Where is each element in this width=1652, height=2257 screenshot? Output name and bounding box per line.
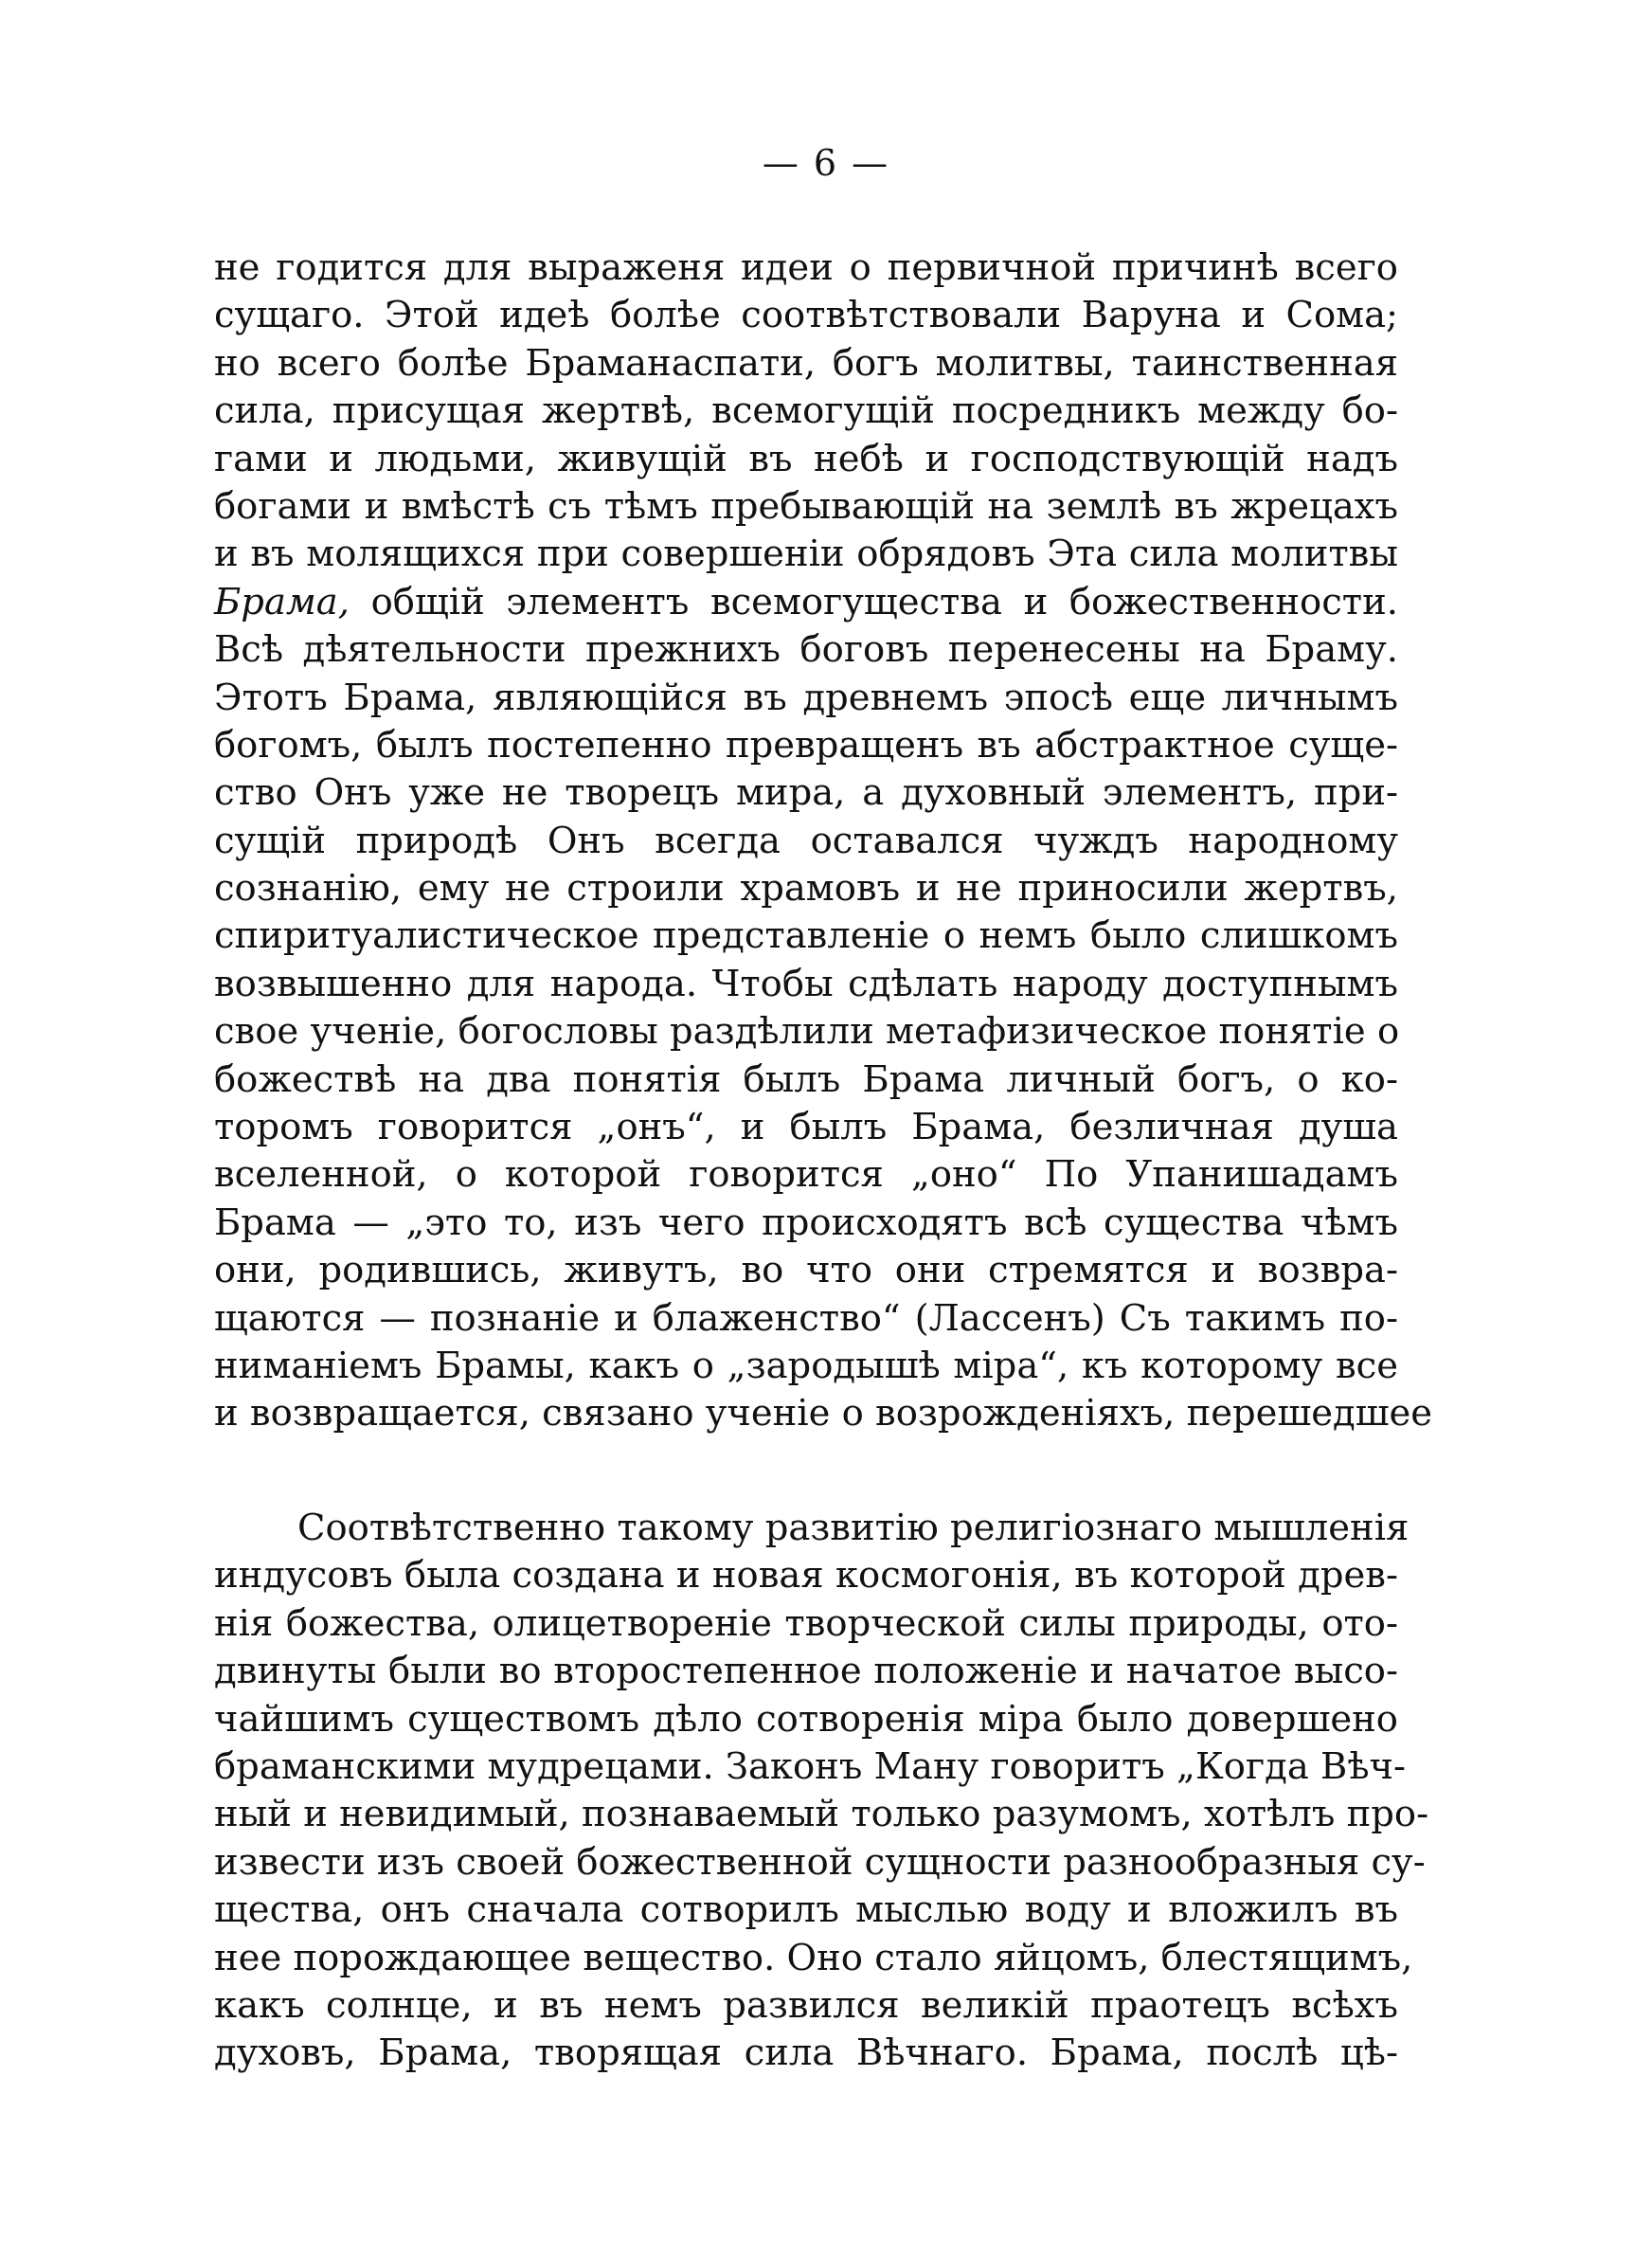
text-line: спиритуалистическое представленіе о немъ было слишкомъ (214, 914, 1398, 958)
text-line: и возвращается, связано ученіе о возрожденіяхъ, перешедшее (214, 1392, 1433, 1435)
text-line: нія божества, олицетворенiе творческой силы природы, ото- (214, 1601, 1398, 1645)
italic-term: Брама, (214, 580, 350, 623)
text-line: Этотъ Брама, являющійся въ древнемъ эпосѣ еще личнымъ (214, 676, 1398, 719)
text-line: индусовъ была создана и новая космогонія, въ которой древ- (214, 1554, 1398, 1598)
text-line: богомъ, былъ постепенно превращенъ въ абстрактное суще- (214, 723, 1398, 767)
text-line: не годится для выраженя идеи о первичной причинѣ всего (214, 246, 1398, 289)
text-line (214, 579, 1398, 626)
text-line: гами и людьми, живущій въ небѣ и господствующій надъ (214, 437, 1398, 480)
text-line: щества, онъ сначала сотворилъ мыслью воду и вложилъ въ (214, 1888, 1398, 1932)
text-line: свое ученіе, богословы раздѣлили метафизическое понятіе о (214, 1010, 1400, 1054)
page-number: — 6 — (762, 142, 890, 184)
text-line: ство Онъ уже не творецъ мира, а духовный элементъ, при- (214, 771, 1398, 815)
text-line: сущаго. Этой идеѣ болѣе соотвѣтствовали Варуна и Сома; (214, 294, 1398, 337)
text-line: духовъ, Брама, творящая сила Вѣчнаго. Брама, послѣ цѣ- (214, 2031, 1398, 2075)
text-line: они, родившись, живутъ, во что они стремятся и возвра- (214, 1249, 1398, 1292)
text-line: божествѣ на два понятія былъ Брама личный богъ, о ко- (214, 1057, 1398, 1101)
text-line: чайшимъ существомъ дѣло сотворенія міра было довершено (214, 1697, 1398, 1741)
paragraph-2 (214, 1505, 1429, 2078)
text-line-rest: общій элементъ всемогущества и божественности. (350, 580, 1398, 623)
text-line: вселенной, о которой говорится „оно“ По Упанишадамъ (214, 1153, 1398, 1197)
text-line: ный и невидимый, познаваемый только разумомъ, хотѣлъ про- (214, 1793, 1429, 1836)
text-line: торомъ говорится „онъ“, и былъ Брама, безличная душа (214, 1106, 1398, 1149)
text-line: браманскими мудрецами. Законъ Ману говоритъ „Когда Вѣч- (214, 1744, 1406, 1788)
text-line: сущій природѣ Онъ всегда оставался чуждъ народному (214, 819, 1398, 862)
paragraph-1 (214, 244, 1433, 1438)
text-line: сила, присущая жертвѣ, всемогущій посредникъ между бо- (214, 389, 1398, 433)
text-line: двинуты были во второстепенное положеніе и начатое высо- (214, 1650, 1398, 1693)
text-line: какъ солнце, и въ немъ развился великій праотецъ всѣхъ (214, 1983, 1398, 2027)
text-line: богами и вмѣстѣ съ тѣмъ пребывающій на землѣ въ жрецахъ (214, 484, 1398, 528)
text-line: ниманіемъ Брамы, какъ о „зародышѣ міра“, къ которому все (214, 1344, 1398, 1387)
text-line: Соотвѣтственно такому развитію религіознаго мышленія (297, 1507, 1410, 1549)
text-line: сознанію, ему не строили храмовъ и не приносили жертвъ, (214, 867, 1398, 911)
text-line: Всѣ дѣятельности прежнихъ боговъ перенесены на Браму. (214, 628, 1398, 672)
text-line: нее порождающее вещество. Оно стало яйцомъ, блестящимъ, (214, 1936, 1413, 1979)
text-line: Брама — „это то, изъ чего происходятъ всѣ существа чѣмъ (214, 1201, 1398, 1244)
text-line: извести изъ своей божественной сущности разнообразныя су- (214, 1840, 1426, 1884)
text-line: возвышенно для народа. Чтобы сдѣлать народу доступнымъ (214, 962, 1398, 1005)
text-line: и въ молящихся при совершенiи обрядовъ Эта сила молитвы (214, 533, 1398, 576)
text-line: но всего болѣе Браманаспати, богъ молитвы, таинственная (214, 341, 1398, 385)
text-line: щаются — познаніе и блаженство“ (Лассенъ) Съ такимъ по- (214, 1296, 1398, 1340)
